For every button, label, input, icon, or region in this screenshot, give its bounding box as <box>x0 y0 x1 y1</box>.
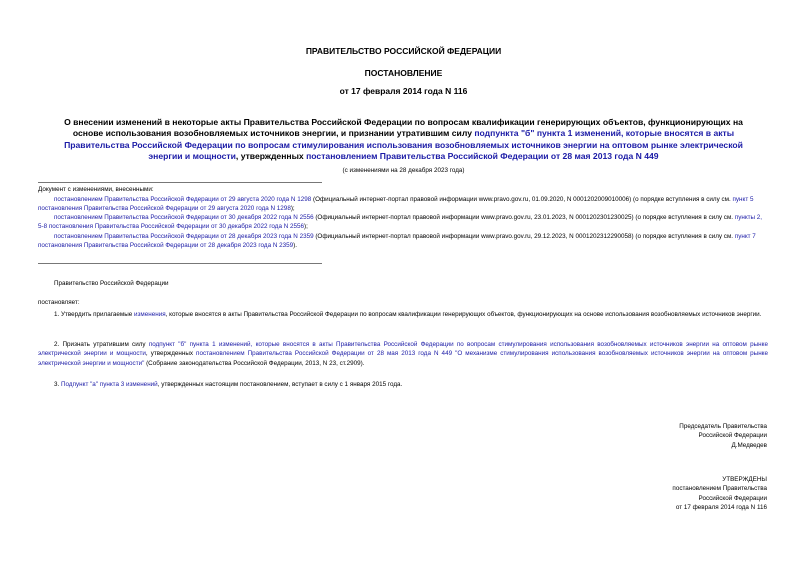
paragraph-1-text: 1. Утвердить прилагаемые <box>54 311 134 318</box>
document-title <box>48 117 759 163</box>
document-date-number: от 17 февраля 2014 года N 116 <box>339 86 468 96</box>
approval-heading: УТВЕРЖДЕНЫ <box>722 476 767 483</box>
paragraph-3-text: 3. <box>54 381 62 388</box>
change-text: (Официальный интернет-портал правовой информации www.pravo.gov.ru, 01.09.2020, N 0001202009010006) (о порядке вступления в силу см. <box>311 195 733 203</box>
paragraph-2 <box>38 340 768 368</box>
paragraph-1 <box>38 310 768 319</box>
paragraph-1-link[interactable]: изменения <box>134 311 166 318</box>
change-item <box>38 214 768 232</box>
paragraph-3 <box>38 380 768 389</box>
change-tail: ); <box>304 223 308 231</box>
change-link[interactable]: постановлением Правительства Российской Федерации от 29 августа 2020 года N 1298 <box>54 195 312 203</box>
paragraph-3-link[interactable]: Подпункт "а" пункта 3 изменений <box>61 381 158 388</box>
title-text-2: , утвержденных <box>235 151 307 162</box>
title-link-resolution-449[interactable]: постановлением Правительства Российской Федерации от 28 мая 2013 года N 449 <box>306 151 659 162</box>
paragraph-3-text-end: , утвержденных настоящим постановлением, вступает в силу с 1 января 2015 года. <box>157 381 403 388</box>
divider-bottom <box>38 263 322 264</box>
title-text-1: О внесении изменений в некоторые акты Правительства Российской Федерации по вопросам квалификации генерирующих объектов, функционирующих на основе использования возобновляемых источников энергии, и признании утратившим силу <box>64 117 743 139</box>
approval-by: постановлением Правительства <box>672 485 767 493</box>
paragraph-2-text-mid: , утвержденных <box>145 350 197 358</box>
change-effective-link[interactable]: пункт 7 постановления Правительства Российской Федерации от 28 декабря 2023 года N 2359 <box>38 232 756 249</box>
change-link[interactable]: постановлением Правительства Российской Федерации от 28 декабря 2023 года N 2359 <box>54 232 314 240</box>
change-item <box>38 196 768 214</box>
decides-line: постановляет: <box>38 299 80 306</box>
paragraph-1-text-end: , которые вносятся в акты Правительства Российской Федерации по вопросам квалификации генерирующих объектов, функционирующих на основе использования возобновляемых источников энергии. <box>165 311 762 318</box>
paragraph-2-text: 2. Признать утратившим силу <box>54 341 149 348</box>
government-heading: ПРАВИТЕЛЬСТВО РОССИЙСКОЙ ФЕДЕРАЦИИ <box>305 46 502 56</box>
revision-note: (с изменениями на 28 декабря 2023 года) <box>342 167 465 174</box>
issuer-line: Правительство Российской Федерации <box>54 280 169 287</box>
signature-title: Председатель Правительства <box>679 423 767 430</box>
approval-date: от 17 февраля 2014 года N 116 <box>675 504 767 512</box>
change-text: (Официальный интернет-портал правовой информации www.pravo.gov.ru, 23.01.2023, N 0001202301230025) (о порядке вступления в силу см. <box>313 214 735 222</box>
signature-org: Российской Федерации <box>698 432 767 440</box>
approval-org: Российской Федерации <box>698 494 767 502</box>
signature-block <box>567 422 767 450</box>
signature-name: Д.Медведев <box>731 441 767 449</box>
divider-top <box>38 182 322 183</box>
change-tail: ); <box>290 204 295 212</box>
change-link[interactable]: постановлением Правительства Российской Федерации от 30 декабря 2022 года N 2556 <box>54 214 314 222</box>
changes-heading: Документ с изменениями, внесенными: <box>38 186 154 193</box>
paragraph-2-text-end: (Собрание законодательства Российской Федерации, 2013, N 23, ст.2909). <box>144 359 365 367</box>
approval-block <box>567 475 767 513</box>
change-item <box>38 233 768 251</box>
change-tail: ). <box>293 241 298 249</box>
title-link-subparagraph[interactable]: подпункта "б" пункта 1 изменений, которые вносятся в акты Правительства Российской Федерации по вопросам стимулирования использования возобновляемых источников энергии на оптовом рынке электрической энергии и мощности <box>64 128 743 162</box>
change-text: (Официальный интернет-портал правовой информации www.pravo.gov.ru, 29.12.2023, N 0001202312290058) (о порядке вступления в силу см. <box>313 232 735 240</box>
change-effective-link[interactable]: пункты 2, 5-8 постановления Правительства Российской Федерации от 30 декабря 2022 года N 2556 <box>38 214 763 231</box>
change-effective-link[interactable]: пункт 5 постановления Правительства Российской Федерации от 29 августа 2020 года N 1298 <box>38 195 754 212</box>
paragraph-2-link-resolution[interactable]: постановлением Правительства Российской Федерации от 28 мая 2013 года N 449 "О механизме стимулирования использования возобновляемых источников энергии на оптовом рынке электрической энергии и мощности" <box>38 350 769 367</box>
document-type-heading: ПОСТАНОВЛЕНИЕ <box>364 68 443 78</box>
paragraph-2-link-subparagraph[interactable]: подпункт "б" пункта 1 изменений, которые вносятся в акты Правительства Российской Федерации по вопросам стимулирования использования возобновляемых источников энергии на оптовом рынке электрической энергии и мощности <box>38 341 768 358</box>
changes-block <box>38 186 768 251</box>
